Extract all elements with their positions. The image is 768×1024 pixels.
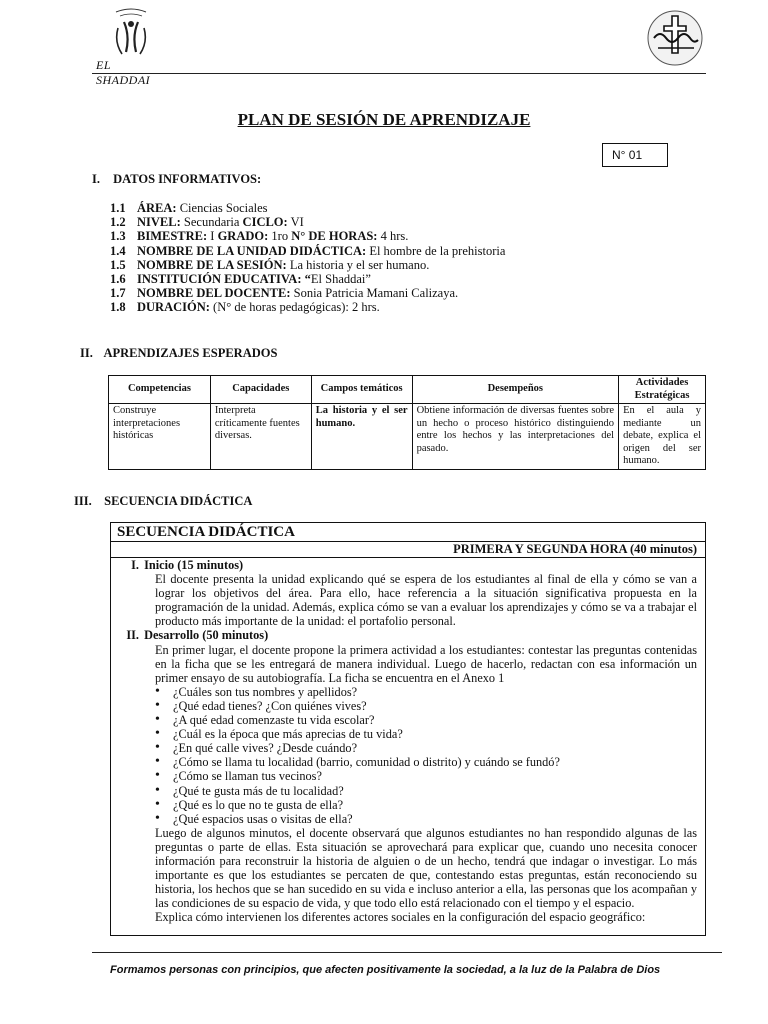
field-label: N° DE HORAS: [291, 229, 378, 244]
section-2-number: II. [80, 346, 93, 360]
secuencia-box-subtitle: PRIMERA Y SEGUNDA HORA (40 minutos) [111, 542, 705, 558]
desarrollo-number: II. [126, 628, 139, 643]
section-2-heading [80, 346, 277, 361]
field-label: ÁREA: [137, 201, 177, 215]
desarrollo-paragraph-1: En primer lugar, el docente propone la primera actividad a los estudiantes: contestar las preguntas contenidas en la ficha que se les entregará de manera individual. Luego de hacerlo, redactan con esa información un primer ensayo de su autobiografía. La ficha se encuentra en el Anexo 1 [155, 642, 697, 685]
section-3-heading [74, 494, 252, 509]
capacidades-cell: Interpreta críticamente fuentes diversas. [210, 404, 311, 470]
field-label: NOMBRE DE LA UNIDAD DIDÁCTICA: [137, 243, 367, 258]
desempenos-cell: Obtiene información de diversas fuentes sobre un hecho o proceso histórico distinguiendo entre los hechos y las interpretaciones del pasado. [412, 404, 619, 470]
table-header-cell: Capacidades [210, 376, 311, 404]
table-header-cell: Campos temáticos [311, 376, 412, 404]
secuencia-body [111, 558, 705, 924]
list-item: • ¿A qué edad comenzaste tu vida escolar? [155, 713, 697, 727]
competencias-cell: Construye interpretaciones históricas [109, 404, 211, 470]
field-value: 4 hrs. [377, 229, 409, 244]
list-item [110, 229, 505, 243]
section-3-title: SECUENCIA DIDÁCTICA [104, 494, 253, 508]
desarrollo-title: Desarrollo (50 minutos) [144, 628, 269, 643]
field-value: Ciencias Sociales [176, 201, 268, 215]
field-value: I [207, 229, 218, 244]
desarrollo-paragraph-3: Explica cómo intervienen los diferentes actores sociales en la configuración del espacio geográfico: [155, 910, 646, 925]
item-number: 1.5 [110, 257, 126, 272]
field-value: VI [287, 215, 304, 230]
cross-emblem-logo [644, 8, 706, 68]
section-1-heading [92, 172, 261, 187]
field-label: NOMBRE DEL DOCENTE: [137, 286, 291, 301]
field-label: DURACIÓN: [137, 300, 210, 315]
actividades-cell: En el aula y mediante un debate, explica el origen del ser humano. [619, 404, 706, 470]
list-item: • ¿Cómo se llaman tus vecinos? [155, 769, 697, 783]
field-label: NIVEL: [137, 215, 181, 230]
table-header-cell: Competencias [109, 376, 211, 404]
list-item: • ¿Cuáles son tus nombres y apellidos? [155, 685, 697, 699]
list-item [110, 300, 505, 314]
field-label: CICLO: [242, 215, 288, 230]
datos-informativos-list [110, 201, 505, 315]
list-item: • ¿Cuál es la época que más aprecias de tu vida? [155, 727, 697, 741]
item-number: 1.4 [110, 243, 126, 258]
brand-name: EL SHADDAI [96, 58, 151, 87]
item-number: 1.8 [110, 300, 126, 315]
list-item [110, 272, 505, 286]
header-divider [92, 73, 706, 74]
field-value: El hombre de la prehistoria [366, 243, 506, 258]
table-row [109, 404, 706, 470]
page-title: PLAN DE SESIÓN DE APRENDIZAJE [237, 110, 531, 129]
inicio-paragraph: El docente presenta la unidad explicando qué se espera de los estudiantes al final de ella y cómo se van a lograr los objetivos del área. Para ello, hace referencia a la situación significativa propuesta en la programación de la unidad. Además, explica cómo se van a evaluar los aprendizajes y cómo se va a trabajar el producto más importante de la unidad: el portafolio personal. [155, 572, 697, 629]
item-number: 1.2 [110, 215, 126, 230]
item-number: 1.3 [110, 229, 126, 244]
list-item [110, 215, 505, 229]
field-value: Secundaria [180, 215, 243, 230]
section-3-number: III. [74, 494, 92, 508]
desarrollo-paragraph-2: Luego de algunos minutos, el docente observará que algunos estudiantes no han respondido algunas de las preguntas o parte de ellas. Esta situación se aprovechará para explicar que, cuando uno necesita conocer información para reconstruir la historia de alguien o de un hecho, tendrá que indagar o investigar. Lo más importante es que los estudiantes se percaten de que, contestando estas preguntas, están reconociendo su historia, los hechos que se han sucedido en su vida e incluso anterior a ella, las personas que los acompañan y las condiciones de su espacio de vida, y que todo ello está relacionado con el tiempo y el espacio. [155, 825, 697, 911]
table-header-cell: Desempeños [412, 376, 619, 404]
list-item: • ¿Qué es lo que no te gusta de ella? [155, 798, 697, 812]
list-item: • ¿Qué edad tienes? ¿Con quiénes vives? [155, 699, 697, 713]
cross-emblem-icon [644, 8, 706, 68]
inicio-heading [131, 558, 697, 572]
table-header-row [109, 376, 706, 404]
list-item: • ¿Qué te gusta más de tu localidad? [155, 784, 697, 798]
field-value: (N° de horas pedagógicas): 2 hrs. [209, 300, 380, 315]
list-item [110, 201, 505, 215]
field-label: BIMESTRE: [137, 229, 208, 244]
field-label: GRADO: [217, 229, 269, 244]
item-number: 1.1 [110, 201, 126, 215]
footer-divider [92, 952, 722, 953]
list-item [110, 258, 505, 272]
footer-motto: Formamos personas con principios, que afecten positivamente la sociedad, a la luz de la Palabra de Dios [110, 964, 661, 976]
campos-tematicos-cell: La historia y el ser humano. [311, 404, 412, 470]
question-list [155, 685, 697, 826]
section-1-title: DATOS INFORMATIVOS: [113, 172, 262, 186]
list-item: • ¿Qué espacios usas o visitas de ella? [155, 812, 697, 826]
session-number-box: N° 01 [602, 143, 668, 167]
table-header-cell: Actividades Estratégicas [619, 376, 706, 404]
inicio-title: Inicio (15 minutos) [144, 558, 244, 572]
praying-hands-logo-icon [96, 6, 166, 58]
secuencia-didactica-box [110, 522, 706, 936]
list-item: • ¿Cómo se llama tu localidad (barrio, comunidad o distrito) y cuándo se fundó? [155, 755, 697, 769]
aprendizajes-table [108, 375, 706, 470]
section-1-number: I. [92, 172, 100, 186]
item-number: 1.6 [110, 272, 126, 287]
field-label: INSTITUCIÓN EDUCATIVA: “ [137, 272, 311, 287]
field-value: 1ro [268, 229, 292, 244]
inicio-number: I. [131, 558, 139, 572]
field-label: NOMBRE DE LA SESIÓN: [137, 257, 287, 272]
item-number: 1.7 [110, 286, 126, 301]
field-value: La historia y el ser humano. [286, 257, 430, 272]
list-item [110, 244, 505, 258]
desarrollo-heading [126, 628, 697, 643]
field-value: Sonia Patricia Mamani Calizaya. [290, 286, 459, 301]
field-value: El Shaddai” [310, 272, 371, 287]
school-logo [96, 6, 166, 87]
list-item [110, 286, 505, 300]
secuencia-box-title: SECUENCIA DIDÁCTICA [111, 523, 705, 542]
list-item: • ¿En qué calle vives? ¿Desde cuándo? [155, 741, 697, 755]
section-2-title: APRENDIZAJES ESPERADOS [103, 346, 278, 360]
